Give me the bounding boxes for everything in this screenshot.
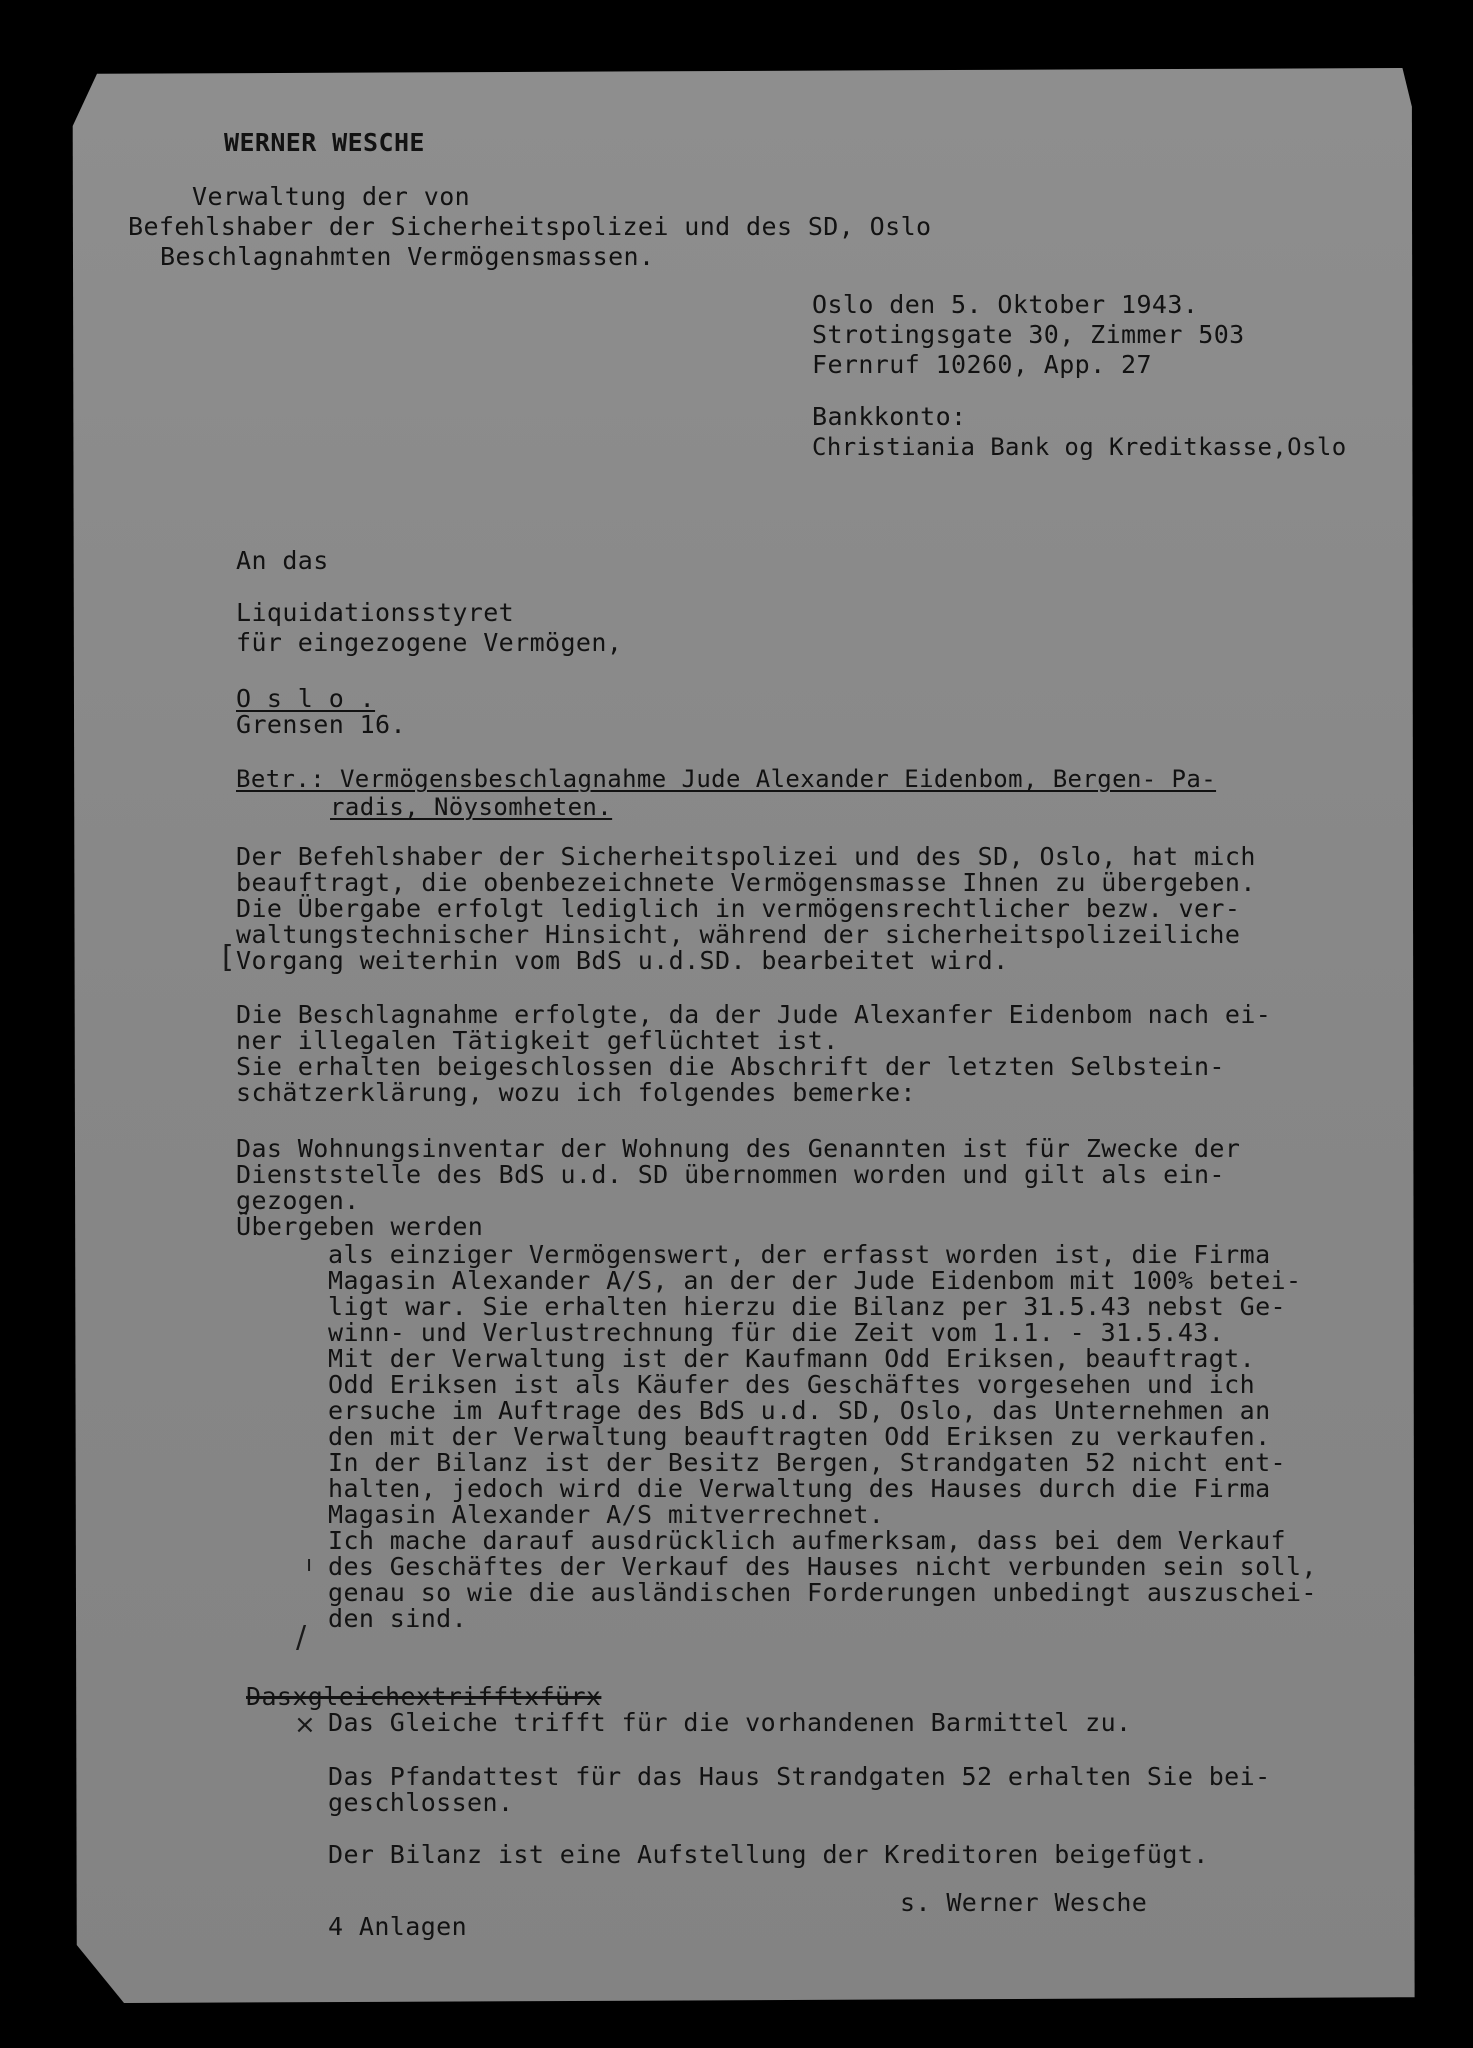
org-line-3: Beschlagnahmten Vermögensmassen.	[160, 242, 655, 271]
address-line: Strotingsgate 30, Zimmer 503	[812, 320, 1245, 349]
body-p4-line-2: Magasin Alexander A/S, an der der Jude Eidenbom mit 100% betei-	[328, 1266, 1302, 1295]
margin-bracket-mark: [	[222, 940, 234, 975]
body-p2-line-2: ner illegalen Tätigkeit geflüchtet ist.	[236, 1026, 839, 1055]
body-p3-line-1: Das Wohnungsinventar der Wohnung des Genannten ist für Zwecke der	[236, 1134, 1241, 1163]
body-p4-line-6: Odd Eriksen ist als Käufer des Geschäftes vorgesehen und ich	[328, 1370, 1256, 1399]
recipient-street: Grensen 16.	[236, 710, 406, 739]
body-p2-line-1: Die Beschlagnahme erfolgte, da der Jude Alexanfer Eidenbom nach ei-	[236, 1000, 1272, 1029]
org-line-2: Befehlshaber der Sicherheitspolizei und des SD, Oslo	[128, 212, 932, 241]
body-p5: Das Gleiche trifft für die vorhandenen Barmittel zu.	[328, 1708, 1132, 1737]
body-p1-line-5: Vorgang weiterhin vom BdS u.d.SD. bearbeitet wird.	[236, 946, 1009, 975]
body-p4-line-11: Magasin Alexander A/S mitverrechnet.	[328, 1500, 885, 1529]
body-p1-line-3: Die Übergabe erfolgt lediglich in vermögensrechtlicher bezw. ver-	[236, 894, 1241, 923]
recipient-name-1: Liquidationsstyret	[236, 598, 515, 627]
body-p3-line-4: Übergeben werden	[236, 1212, 484, 1241]
body-p3-line-2: Dienststelle des BdS u.d. SD übernommen worden und gilt als ein-	[236, 1160, 1225, 1189]
sender-name: WERNER WESCHE	[224, 128, 425, 157]
handwritten-x-mark: ×	[294, 1710, 316, 1740]
body-p4-line-13: des Geschäftes der Verkauf des Hauses nicht verbunden sein soll,	[328, 1552, 1317, 1581]
body-p1-line-1: Der Befehlshaber der Sicherheitspolizei und des SD, Oslo, hat mich	[236, 842, 1256, 871]
subject-line-1: Betr.: Vermögensbeschlagnahme Jude Alexander Eidenbom, Bergen- Pa-	[236, 765, 1217, 793]
body-p4-line-5: Mit der Verwaltung ist der Kaufmann Odd Eriksen, beauftragt.	[328, 1344, 1256, 1373]
body-p2-line-3: Sie erhalten beigeschlossen die Abschrift der letzten Selbstein-	[236, 1052, 1225, 1081]
struck-out-text: Dasxgleichextrifftxfürx	[246, 1682, 602, 1711]
body-p4-line-10: halten, jedoch wird die Verwaltung des Hauses durch die Firma	[328, 1474, 1271, 1503]
bank-name: Christiania Bank og Kreditkasse,Oslo	[812, 433, 1347, 461]
recipient-city: O s l o .	[236, 684, 376, 713]
date-line: Oslo den 5. Oktober 1943.	[812, 290, 1199, 319]
body-p4-line-14: genau so wie die ausländischen Forderungen unbedingt auszuschei-	[328, 1578, 1317, 1607]
margin-tick-mark: ı	[306, 1552, 313, 1577]
body-p3-line-3: gezogen.	[236, 1186, 360, 1215]
subject-line-2: radis, Nöysomheten.	[330, 793, 613, 821]
body-p7: Der Bilanz ist eine Aufstellung der Kreditoren beigefügt.	[328, 1840, 1209, 1869]
recipient-to: An das	[236, 546, 329, 575]
body-p6-line-2: geschlossen.	[328, 1788, 514, 1817]
body-p4-line-1: als einziger Vermögenswert, der erfasst worden ist, die Firma	[328, 1240, 1271, 1269]
body-p1-line-4: waltungstechnischer Hinsicht, während der sicherheitspolizeiliche	[236, 920, 1241, 949]
signature: s. Werner Wesche	[900, 1888, 1148, 1917]
body-p2-line-4: schätzerklärung, wozu ich folgendes bemerke:	[236, 1078, 916, 1107]
body-p4-line-3: ligt war. Sie erhalten hierzu die Bilanz per 31.5.43 nebst Ge-	[328, 1292, 1286, 1321]
bank-label: Bankkonto:	[812, 402, 967, 431]
body-p6-line-1: Das Pfandattest für das Haus Strandgaten 52 erhalten Sie bei-	[328, 1762, 1271, 1791]
phone-line: Fernruf 10260, App. 27	[812, 350, 1152, 379]
body-p4-line-4: winn- und Verlustrechnung für die Zeit vom 1.1. - 31.5.43.	[328, 1318, 1225, 1347]
body-p4-line-9: In der Bilanz ist der Besitz Bergen, Strandgaten 52 nicht ent-	[328, 1448, 1286, 1477]
body-p1-line-2: beauftragt, die obenbezeichnete Vermögensmasse Ihnen zu übergeben.	[236, 868, 1256, 897]
body-p4-line-8: den mit der Verwaltung beauftragten Odd Eriksen zu verkaufen.	[328, 1422, 1271, 1451]
org-line-1: Verwaltung der von	[192, 182, 471, 211]
body-p4-line-15: den sind.	[328, 1604, 468, 1633]
body-p4-line-7: ersuche im Auftrage des BdS u.d. SD, Oslo, das Unternehmen an	[328, 1396, 1271, 1425]
recipient-name-2: für eingezogene Vermögen,	[236, 628, 623, 657]
enclosures: 4 Anlagen	[328, 1912, 468, 1941]
body-p4-line-12: Ich mache darauf ausdrücklich aufmerksam, dass bei dem Verkauf	[328, 1526, 1286, 1555]
margin-pencil-mark: /	[296, 1620, 307, 1655]
